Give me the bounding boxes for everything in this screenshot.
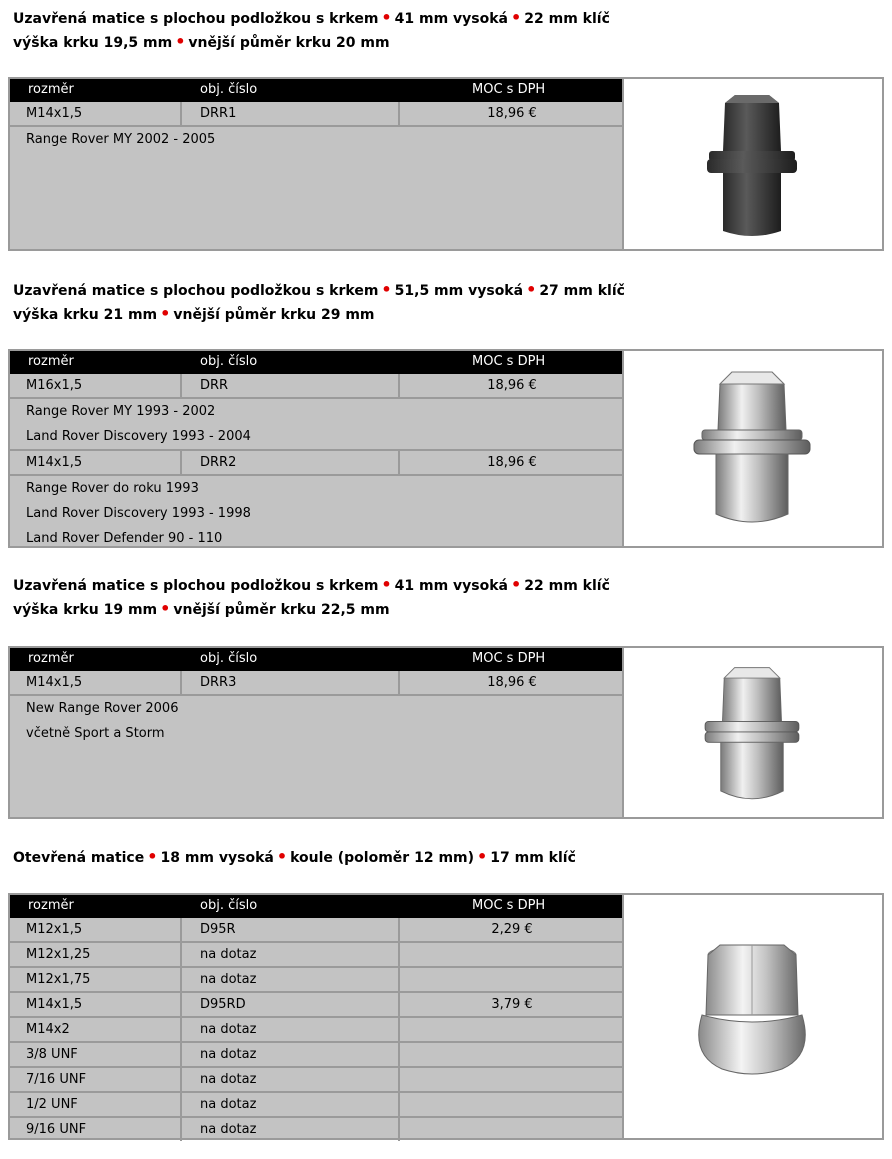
compatibility-note: Land Rover Defender 90 - 110 xyxy=(26,531,223,546)
compatibility-note: Land Rover Discovery 1993 - 2004 xyxy=(10,424,622,451)
bullet-icon: • xyxy=(276,847,288,866)
table-row: 9/16 UNF na dotaz xyxy=(10,1118,622,1141)
bullet-icon: • xyxy=(381,575,392,594)
table-row: 1/2 UNF na dotaz xyxy=(10,1093,622,1118)
product-box xyxy=(8,646,884,819)
table-header: rozměr obj. číslo MOC s DPH xyxy=(10,895,622,918)
bullet-icon: • xyxy=(381,8,392,27)
table-row: 3/8 UNF na dotaz xyxy=(10,1043,622,1068)
product-image xyxy=(622,648,882,817)
compatibility-note: včetně Sport a Storm xyxy=(26,726,165,741)
product-table xyxy=(10,79,624,249)
bullet-icon: • xyxy=(175,32,186,51)
product-box xyxy=(8,893,884,1140)
table-header: rozměr obj. číslo MOC s DPH xyxy=(10,351,622,374)
product-image xyxy=(622,351,882,546)
bullet-icon: • xyxy=(160,599,171,618)
bullet-icon: • xyxy=(160,304,171,323)
compatibility-note: New Range Rover 2006 xyxy=(26,701,179,716)
product-image xyxy=(622,895,882,1138)
table-header: rozměr obj. číslo MOC s DPH xyxy=(10,79,622,102)
product-table xyxy=(10,895,624,1138)
compatibility-note: Range Rover MY 1993 - 2002 xyxy=(26,404,216,419)
product-box xyxy=(8,77,884,251)
open-lug-nut-icon xyxy=(672,935,832,1095)
table-row: M14x1,5 D95RD 3,79 € xyxy=(10,993,622,1018)
table-row: 7/16 UNF na dotaz xyxy=(10,1068,622,1093)
compatibility-note: Range Rover MY 2002 - 2005 xyxy=(26,132,216,147)
bullet-icon: • xyxy=(477,847,488,866)
product-table xyxy=(10,351,624,546)
table-header: rozměr obj. číslo MOC s DPH xyxy=(10,648,622,671)
table-row: M14x1,5 DRR1 18,96 € xyxy=(10,102,622,127)
product-image xyxy=(622,79,882,249)
bullet-icon: • xyxy=(381,280,392,299)
product-box xyxy=(8,349,884,548)
table-row: M14x1,5 DRR3 18,96 € xyxy=(10,671,622,696)
section-heading: Uzavřená matice s plochou podložkou s krkem • 41 mm vysoká • 22 mm klíč výška krku 19 mm • vnější půměr krku 22,5 mm xyxy=(13,575,610,618)
table-row: M14x1,5 DRR2 18,96 € xyxy=(10,451,622,476)
bullet-icon: • xyxy=(511,575,522,594)
table-row: M12x1,25 na dotaz xyxy=(10,943,622,968)
section-heading: Uzavřená matice s plochou podložkou s krkem • 51,5 mm vysoká • 27 mm klíč výška krku 21 mm • vnější půměr krku 29 mm xyxy=(13,280,625,323)
table-row: M12x1,75 na dotaz xyxy=(10,968,622,993)
table-row: M16x1,5 DRR 18,96 € xyxy=(10,374,622,399)
table-row: M14x2 na dotaz xyxy=(10,1018,622,1043)
chrome-lug-nut-icon xyxy=(672,354,832,544)
table-row: M12x1,5 D95R 2,29 € xyxy=(10,918,622,943)
dark-lug-nut-icon xyxy=(677,81,827,251)
bullet-icon: • xyxy=(511,8,522,27)
section-heading: Otevřená matice • 18 mm vysoká • koule (poloměr 12 mm) • 17 mm klíč xyxy=(13,847,576,866)
compatibility-note: Land Rover Discovery 1993 - 1998 xyxy=(26,506,251,521)
chrome-lug-nut-icon xyxy=(682,652,822,817)
compatibility-note: Range Rover do roku 1993 xyxy=(26,481,199,496)
section-heading: Uzavřená matice s plochou podložkou s krkem • 41 mm vysoká • 22 mm klíč výška krku 19,5 mm • vnější půměr krku 20 mm xyxy=(13,8,610,51)
bullet-icon: • xyxy=(526,280,537,299)
product-table xyxy=(10,648,624,817)
bullet-icon: • xyxy=(147,847,158,866)
